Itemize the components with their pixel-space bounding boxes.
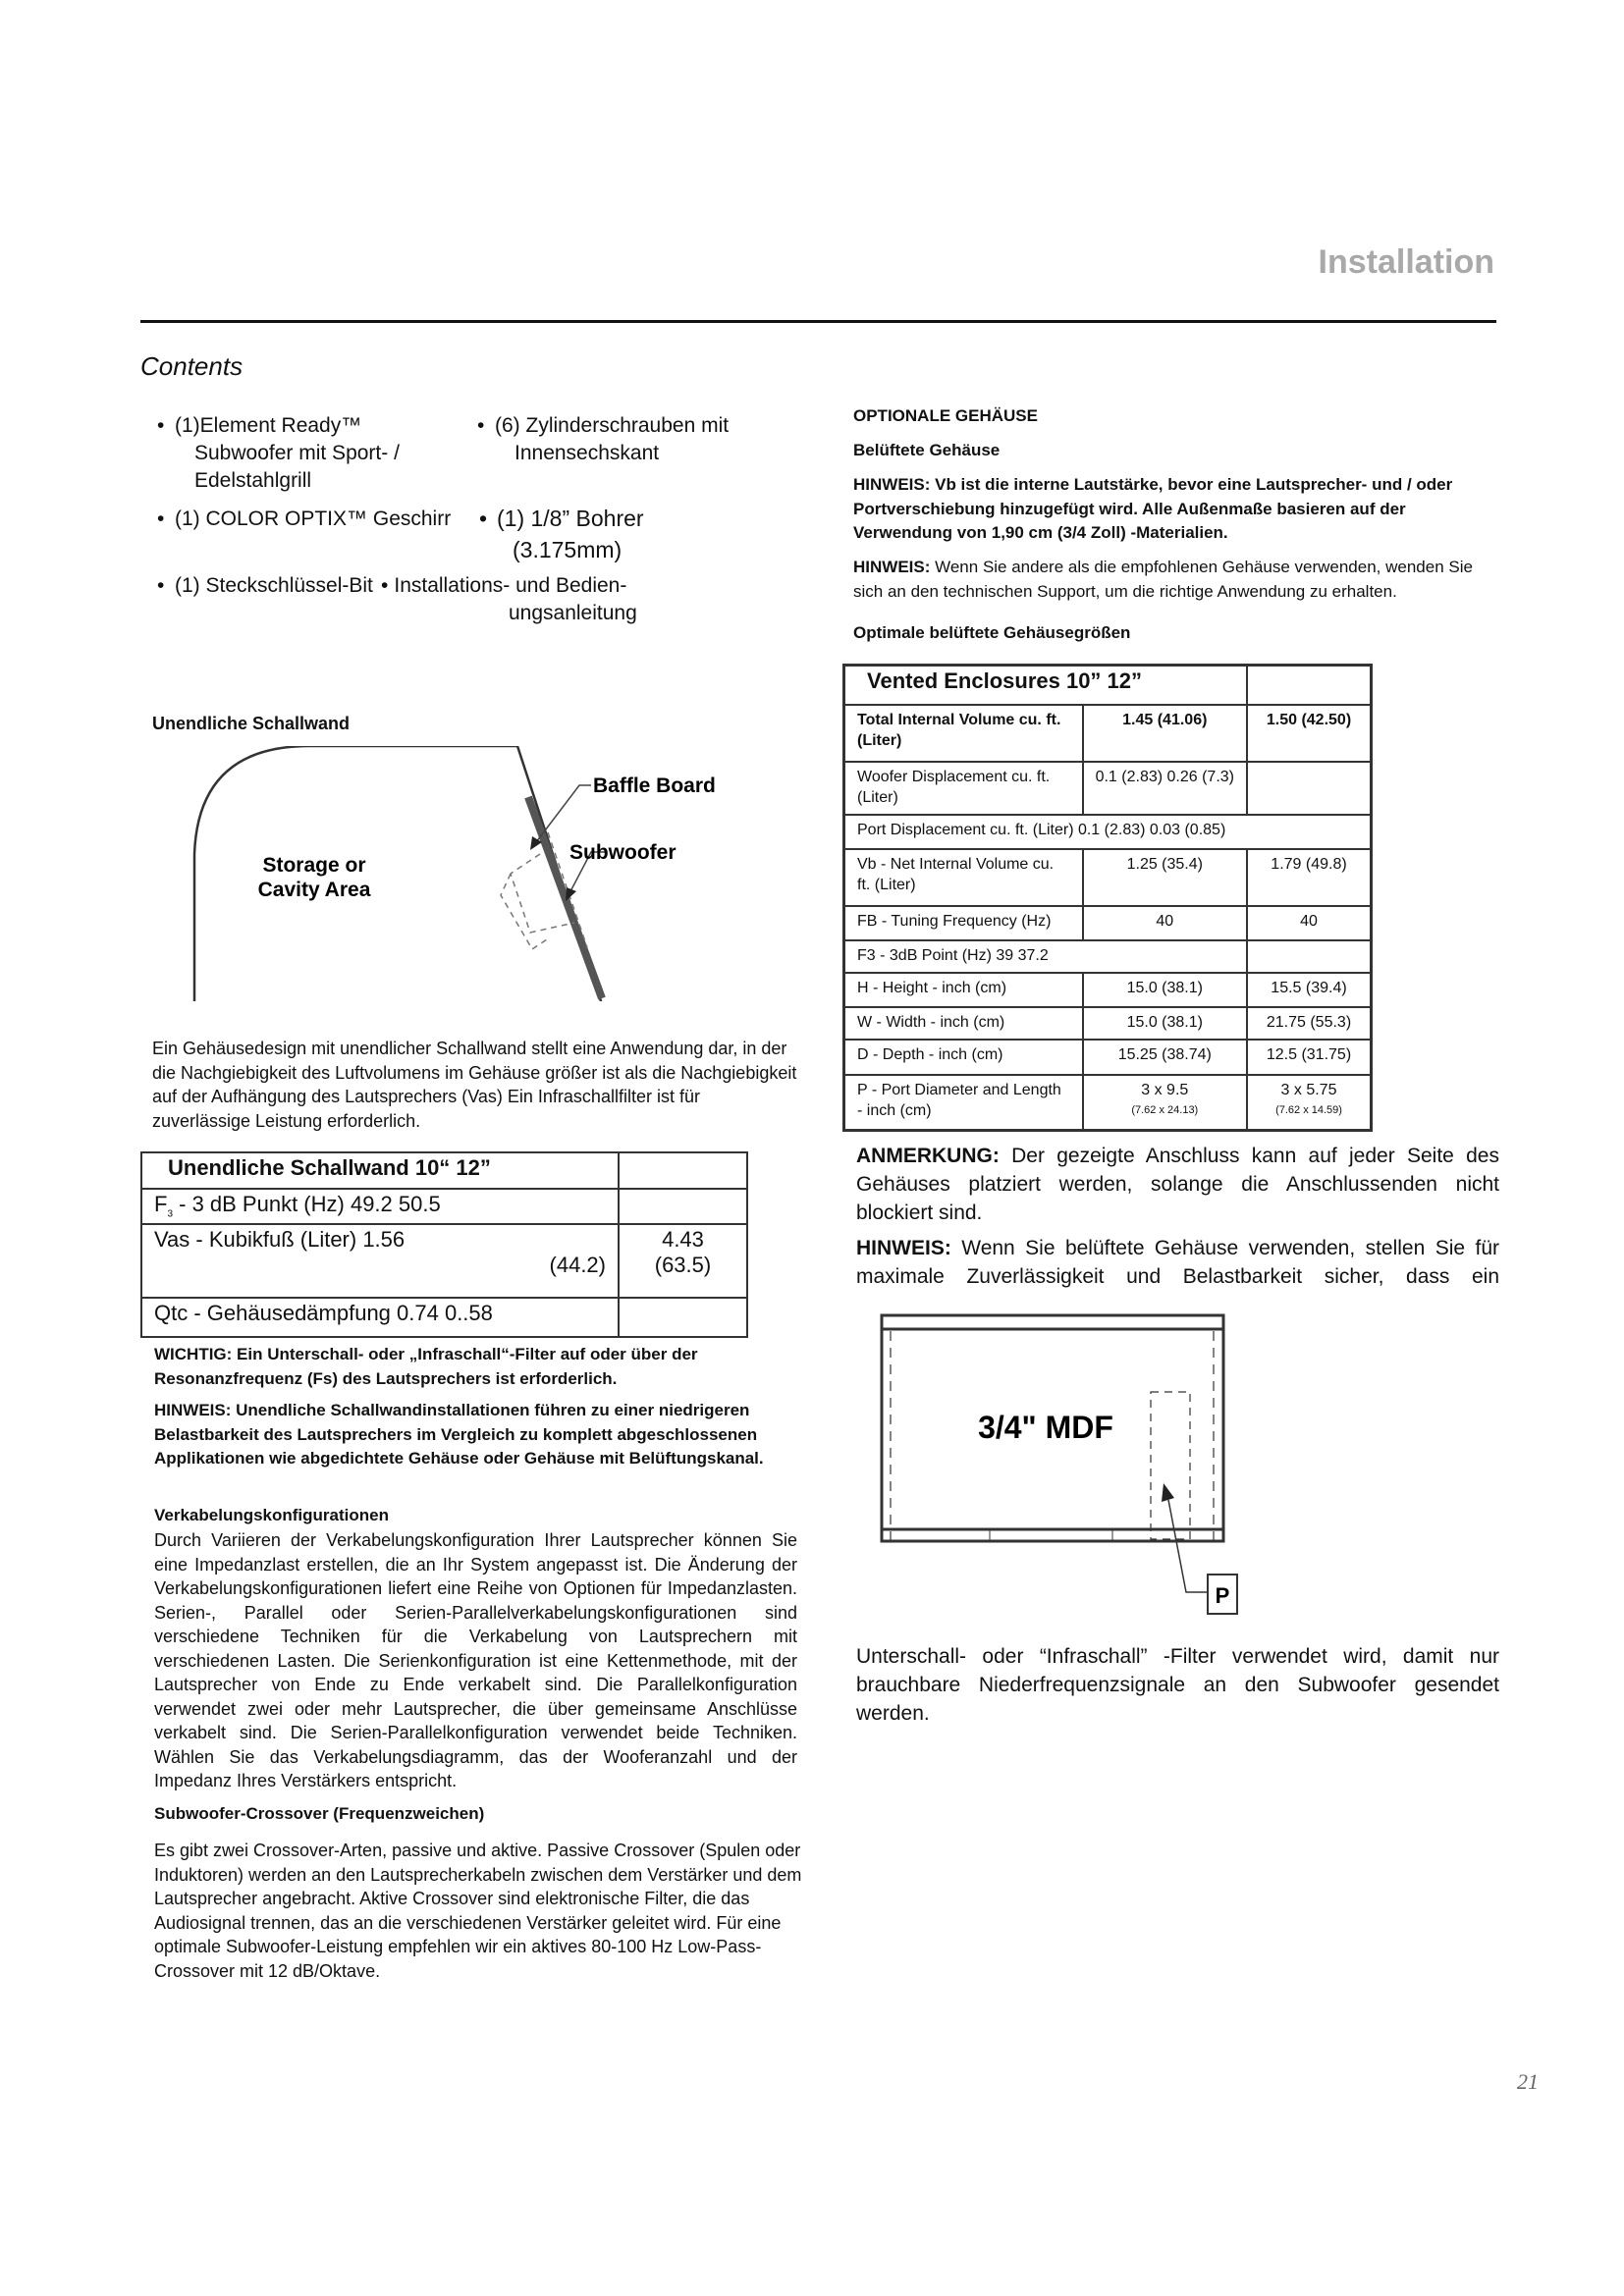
header-divider: [140, 320, 1496, 323]
vented-enclosures-table: [842, 664, 1373, 1132]
value-10: 1.25 (35.4): [1083, 849, 1247, 906]
port-outline: [1151, 1392, 1190, 1539]
note-text: Wenn Sie belüftete Gehäuse verwenden, stellen Sie für maximale Zuverlässigkeit und Belastbarkeit sicher, dass ein: [856, 1237, 1499, 1288]
subwoofer-label: Subwoofer: [569, 841, 677, 864]
value-12-cm: (7.62 x 14.59): [1275, 1103, 1342, 1116]
list-item: • Installations- und Bedien- ungsanleitung: [381, 574, 637, 624]
crossover-heading: Subwoofer-Crossover (Frequenzweichen): [154, 1804, 485, 1823]
optional-heading: OPTIONALE GEHÄUSE: [853, 406, 1038, 425]
value-12: 15.5 (39.4): [1247, 973, 1372, 1007]
port-remark: [856, 1142, 1499, 1227]
table-row: [141, 1224, 747, 1298]
table-row: [844, 973, 1372, 1007]
list-item-text: Edelstahlgrill: [194, 469, 312, 492]
table-row: [844, 815, 1372, 849]
value-12: 21.75 (55.3): [1247, 1007, 1372, 1040]
infinite-baffle-note: HINWEIS: Unendliche Schallwandinstallationen führen zu einer niedrigeren Belastbarkeit des Lautsprechers im Vergleich zu komplett abgeschlossenen Applikationen wie abgedichtete Gehäuse oder Gehäuse mit Belüftungskanal.: [154, 1401, 764, 1468]
vb-note: HINWEIS: Vb ist die interne Lautstärke, bevor eine Lautsprecher- und / oder Portverschiebung hinzugefügt wird. Alle Außenmaße basieren auf der Verwendung von 1,90 cm (3/4 Zoll) -Materialien.: [853, 475, 1453, 542]
port-pointer: [1168, 1500, 1208, 1592]
baffle-board: [528, 797, 602, 998]
support-note: [853, 556, 1501, 604]
f3-prefix: F: [154, 1192, 168, 1216]
value-12: 40: [1247, 906, 1372, 940]
vented-subheading: Belüftete Gehäuse: [853, 441, 1001, 459]
sizes-heading: Optimale belüftete Gehäusegrößen: [853, 623, 1131, 642]
vas-label: Vas - Kubikfuß (Liter) 1.56: [154, 1227, 406, 1252]
value-10: 15.25 (38.74): [1083, 1040, 1247, 1075]
list-item: • (1) Steckschlüssel-Bit: [157, 574, 373, 597]
row-label: Port Displacement cu. ft. (Liter) 0.1 (2.83) 0.03 (0.85): [844, 815, 1372, 849]
list-item-text: ungsanleitung: [509, 602, 637, 624]
list-item: • (1)Element Ready™ Subwoofer mit Sport- / Edelstahlgrill: [157, 414, 400, 492]
note-text: Wenn Sie andere als die empfohlenen Gehäuse verwenden, wenden Sie sich an den technischen Support, um die richtige Anwendung zu erhalten.: [853, 558, 1473, 601]
list-item-text: (1) Steckschlüssel-Bit: [175, 574, 373, 597]
important-note: WICHTIG: Ein Unterschall- oder „Infraschall“-Filter auf oder über der Resonanzfrequenz (Fs) des Lautsprechers ist erforderlich.: [154, 1345, 698, 1388]
section-title: Installation: [1318, 243, 1494, 281]
row-label: H - Height - inch (cm): [844, 973, 1083, 1007]
page-number: 21: [1517, 2069, 1539, 2094]
value-12: 3 x 5.75: [1280, 1081, 1337, 1098]
row-label: Total Internal Volume cu. ft. (Liter): [844, 705, 1083, 762]
note-label: HINWEIS:: [853, 558, 931, 576]
list-item-text: (6) Zylinderschrauben mit: [495, 414, 730, 437]
vas-10-liter: (44.2): [549, 1253, 606, 1277]
value-12: 12.5 (31.75): [1247, 1040, 1372, 1075]
list-item-text: Innensechskant: [514, 442, 660, 464]
cavity-label: Cavity Area: [257, 879, 371, 901]
value-12: 1.50 (42.50): [1247, 705, 1372, 762]
infinite-baffle-diagram: [137, 746, 727, 1001]
list-item-text: (1) COLOR OPTIX™ Geschirr: [175, 507, 452, 530]
vented-enclosure-diagram: [874, 1306, 1365, 1629]
vas-12-liter: (63.5): [654, 1253, 712, 1277]
contents-heading: Contents: [140, 351, 244, 381]
table-title: Unendliche Schallwand 10“ 12”: [141, 1152, 619, 1189]
table-row: [141, 1189, 747, 1224]
infinite-baffle-description: Ein Gehäusedesign mit unendlicher Schallwand stellt eine Anwendung dar, in der die Nachgiebigkeit des Luftvolumens im Gehäuse größer ist als die Nachgiebigkeit auf der Aufhängung des Lautsprechers (Vas) Ein Infraschallfilter ist für zuverlässige Leistung erforderlich.: [152, 1039, 797, 1131]
vas-12: 4.43: [662, 1227, 704, 1252]
row-label: Woofer Displacement cu. ft. (Liter): [844, 762, 1083, 815]
row-label: D - Depth - inch (cm): [844, 1040, 1083, 1075]
value-12: 1.79 (49.8): [1247, 849, 1372, 906]
list-item: • (6) Zylinderschrauben mit Innensechskant: [477, 414, 730, 464]
f3-sub: 3: [167, 1208, 174, 1220]
remark-text: Der gezeigte Anschluss kann auf jeder Seite des Gehäuses platziert werden, solange die Anschlussenden nicht blockiert sind.: [856, 1145, 1499, 1224]
list-item-text: Subwoofer mit Sport- /: [194, 442, 400, 464]
vented-note-continued: Unterschall- oder “Infraschall” -Filter verwendet wird, damit nur brauchbare Niederfrequenzsignale an den Subwoofer gesendet werden.: [856, 1645, 1499, 1725]
row-label: W - Width - inch (cm): [844, 1007, 1083, 1040]
list-item-text: (3.175mm): [513, 537, 623, 562]
value-10: 3 x 9.5: [1141, 1081, 1189, 1098]
vented-note: [856, 1234, 1499, 1291]
list-item: • (1) 1/8” Bohrer (3.175mm): [479, 506, 644, 562]
table-row: [844, 762, 1372, 815]
list-item-text: Installations- und Bedien-: [394, 574, 627, 597]
storage-label: Storage or: [262, 854, 366, 877]
row-label: FB - Tuning Frequency (Hz): [844, 906, 1083, 940]
table-row: [844, 1075, 1372, 1131]
port-label: P: [1215, 1583, 1230, 1608]
f3-text: - 3 dB Punkt (Hz) 49.2 50.5: [173, 1192, 441, 1216]
list-item-text: (1)Element Ready™: [175, 414, 362, 437]
baffle-board-label: Baffle Board: [593, 774, 716, 797]
table-row: [844, 705, 1372, 762]
row-label: F3 - 3dB Point (Hz) 39 37.2: [844, 940, 1248, 973]
infinite-baffle-table: [140, 1151, 748, 1338]
value-10: 1.45 (41.06): [1083, 705, 1247, 762]
list-item-text: (1) 1/8” Bohrer: [497, 506, 644, 531]
infinite-baffle-heading: Unendliche Schallwand: [152, 714, 351, 733]
wiring-body: Durch Variieren der Verkabelungskonfiguration Ihrer Lautsprecher können Sie eine Impedanzlast erstellen, die an Ihr System angepasst ist. Die Änderung der Verkabelungskonfigurationen liefert eine Reihe von Optionen für Impedanzlasten. Serien-, Parallel oder Serien-Parallelverkabelungskonfigurationen sind verschiedene Techniken für die Verkabelung von Lautsprechern mit verschiedenen Lasten. Die Serienkonfiguration ist eine Kettenmethode, mit der Lautsprecher von Ende zu Ende verkabelt sind. Die Parallelkonfiguration verwendet zwei oder mehr Lautsprecher, die über gemeinsame Anschlüsse verkabelt sind. Die Serien-Parallelkonfiguration verwendet beide Techniken. Wählen Sie das Verkabelungsdiagramm, das der Wooferanzahl und der Impedanz Ihres Verstärkers entspricht.: [154, 1530, 797, 1790]
value-10: 15.0 (38.1): [1083, 973, 1247, 1007]
table-row: [844, 940, 1372, 973]
value-10-cm: (7.62 x 24.13): [1131, 1103, 1199, 1116]
list-item: • (1) COLOR OPTIX™ Geschirr: [157, 507, 452, 530]
qtc-cell: Qtc - Gehäusedämpfung 0.74 0..58: [141, 1298, 619, 1337]
row-label: Vb - Net Internal Volume cu. ft. (Liter): [844, 849, 1083, 906]
value-10: 40: [1083, 906, 1247, 940]
wiring-heading: Verkabelungskonfigurationen: [154, 1506, 389, 1524]
enclosure-outline: [194, 746, 602, 1001]
remark-label: ANMERKUNG:: [856, 1145, 1000, 1167]
note-label: HINWEIS:: [856, 1237, 951, 1259]
crossover-body: Es gibt zwei Crossover-Arten, passive und aktive. Passive Crossover (Spulen oder Induktoren) werden an den Lautsprecherkabeln zwischen dem Verstärker und dem Lautsprecher angebracht. Aktive Crossover sind elektronische Filter, die das Audiosignal trennen, das an die verschiedenen Verstärker geleitet wird. Für eine optimale Subwoofer-Leistung empfehlen wir ein aktives 80-100 Hz Low-Pass-Crossover mit 12 dB/Oktave.: [154, 1841, 802, 1981]
value-10: 15.0 (38.1): [1083, 1007, 1247, 1040]
table-row: [141, 1298, 747, 1337]
table-row: [844, 849, 1372, 906]
value-10: 0.1 (2.83) 0.26 (7.3): [1083, 762, 1247, 815]
row-label: P - Port Diameter and Length - inch (cm): [844, 1075, 1083, 1131]
table-row: [844, 1007, 1372, 1040]
table-title: Vented Enclosures 10” 12”: [844, 666, 1248, 705]
table-row: [844, 906, 1372, 940]
mdf-label: 3/4" MDF: [978, 1410, 1113, 1445]
table-row: [844, 1040, 1372, 1075]
